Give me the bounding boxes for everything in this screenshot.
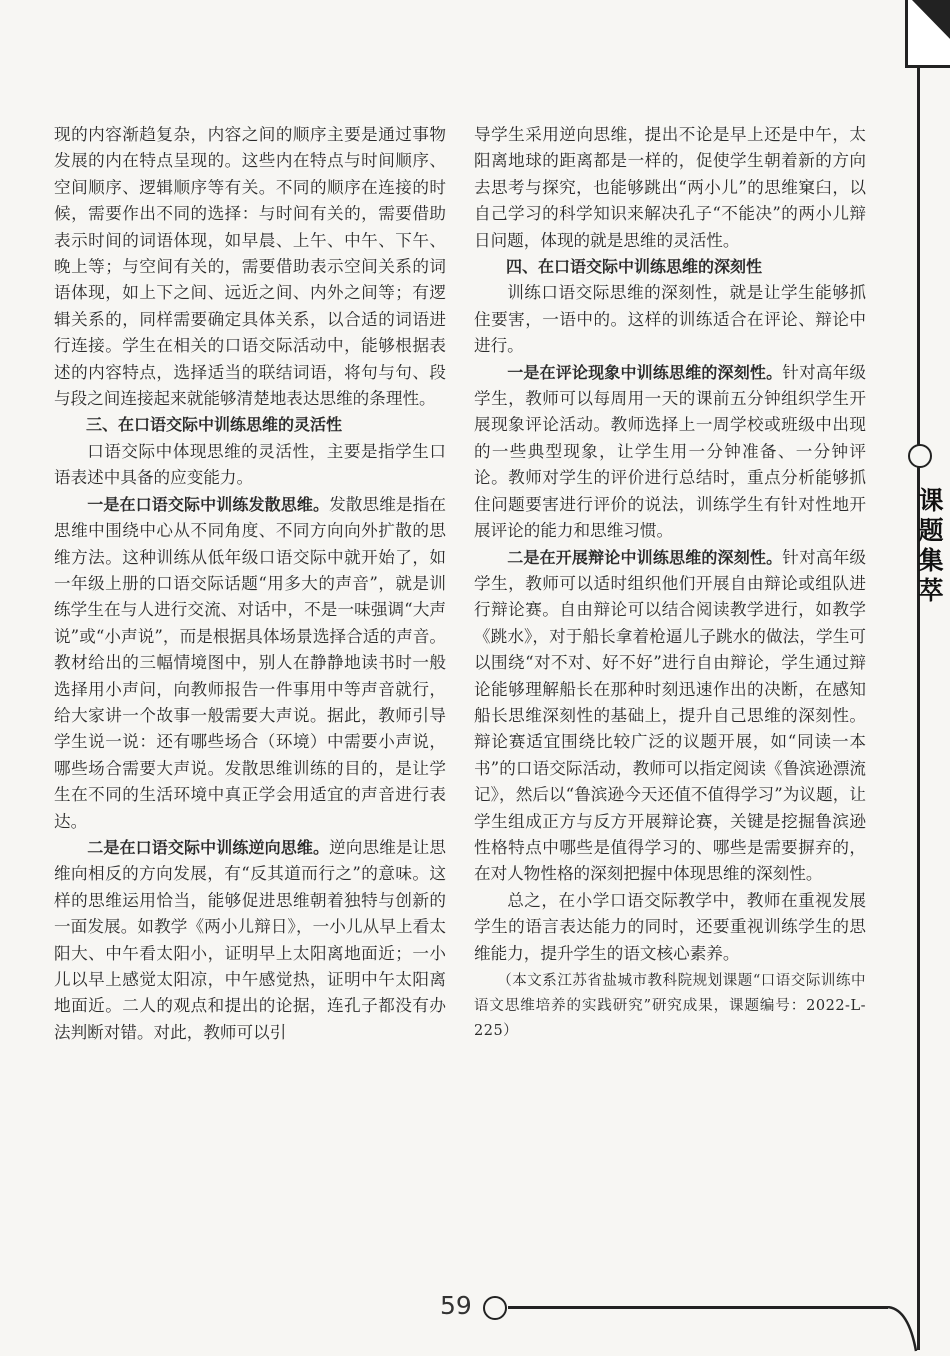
paragraph-text: 口语交际中体现思维的灵活性，主要是指学生口语表述中具备的应变能力。 [54,441,446,488]
paragraph [474,888,866,967]
paragraph-text: （本文系江苏省盐城市教科院规划课题“口语交际训练中语文思维培养的实践研究”研究成果，课题编号：2022-L-225） [474,973,866,1039]
right-column [474,122,866,1044]
footer-rule [508,1306,888,1309]
paragraph [54,835,446,1046]
section-tab-line [917,0,920,1350]
section-tab-char: 课 [918,486,944,515]
section-tab-circle [908,444,932,468]
paragraph [474,122,866,254]
corner-tab [905,0,950,68]
footnote [474,969,866,1044]
paragraph-text: 现的内容渐趋复杂，内容之间的顺序主要是通过事物发展的内在特点呈现的。这些内在特点与时间顺序、空间顺序、逻辑顺序等有关。不同的顺序在连接的时候，需要作出不同的选择：与时间有关的，需要借助表示时间的词语体现，如早晨、上午、中午、下午、晚上等；与空间有关的，需要借助表示空间关系的词语体现，如上下之间、远近之间、内外之间等；有逻辑关系的，同样需要确定具体关系，以合适的词语进行连接。学生在相关的口语交际活动中，能够根据表述的内容特点，选择适当的联结词语，将句与句、段与段之间连接起来就能够清楚地表达思维的条理性。 [54,125,446,409]
section-heading [474,254,866,280]
paragraph-text: 三、在口语交际中训练思维的灵活性 [86,415,343,435]
paragraph-text: 逆向思维是让思维向相反的方向发展，有“反其道而行之”的意味。这样的思维运用恰当，能够促进思维朝着独特与创新的一面发展。如教学《两小儿辩日》，一小儿从早上看太阳大、中午看太阳小，证明早上太阳离地面近；一小儿以早上感觉太阳凉，中午感觉热，证明中午太阳离地面近。二人的观点和提出的论据，连孔子都没有办法判断对错。对此，教师可以引 [54,837,446,1042]
lead-sentence: 二是在开展辩论中训练思维的深刻性。 [507,547,783,567]
paragraph-text: 发散思维是指在思维中围绕中心从不同角度、不同方向向外扩散的思维方法。这种训练从低年级口语交际中就开始了，如一年级上册的口语交际话题“用多大的声音”，就是训练学生在与人进行交流、对话中，不是一味强调“大声说”或“小声说”，而是根据具体场景选择合适的声音。教材给出的三幅情境图中，别人在静静地读书时一般选择用小声问，向教师报告一件事用中等声音就行，给大家讲一个故事一般需要大声说。据此，教师引导学生说一说：还有哪些场合（环境）中需要小声说，哪些场合需要大声说。发散思维训练的目的，是让学生在不同的生活环境中真正学会用适宜的声音进行表达。 [54,494,446,831]
section-tab-char: 集 [918,546,944,575]
paragraph-text: 四、在口语交际中训练思维的深刻性 [506,257,763,277]
paragraph-text: 总之，在小学口语交际教学中，教师在重视发展学生的语言表达能力的同时，还要重视训练学生的思维能力，提升学生的语文核心素养。 [474,890,866,963]
page-number: 59 [440,1291,472,1320]
paragraph-text: 导学生采用逆向思维，提出不论是早上还是中午，太阳离地球的距离都是一样的，促使学生朝着新的方向去思考与探究，也能够跳出“两小儿”的思维窠臼，以自己学习的科学知识来解决孔子“不能决”的两小儿辩日问题，体现的就是思维的灵活性。 [474,125,866,250]
footer-curve [886,1306,926,1356]
paragraph [54,122,446,412]
footer-circle [483,1296,507,1320]
section-tab-char: 萃 [918,576,944,605]
paragraph-text: 训练口语交际思维的深刻性，就是让学生能够抓住要害，一语中的。这样的训练适合在评论、辩论中进行。 [474,283,866,356]
section-heading [54,412,446,438]
paragraph [474,280,866,359]
left-column [54,122,446,1046]
paragraph-text: 针对高年级学生，教师可以适时组织他们开展自由辩论或组队进行辩论赛。自由辩论可以结合阅读教学进行，如教学《跳水》，对于船长拿着枪逼儿子跳水的做法，学生可以围绕“对不对、好不好”进行自由辩论，学生通过辩论能够理解船长在那种时刻迅速作出的决断，在感知船长思维深刻性的基础上，提升自己思维的深刻性。辩论赛适宜围绕比较广泛的议题开展，如“同读一本书”的口语交际活动，教师可以指定阅读《鲁滨逊漂流记》，然后以“鲁滨逊今天还值不值得学习”为议题，让学生组成正方与反方开展辩论赛，关键是挖掘鲁滨逊性格特点中哪些是值得学习的、哪些是需要摒弃的，在对人物性格的深刻把握中体现思维的深刻性。 [474,547,866,884]
paragraph [474,545,866,888]
paragraph [474,360,866,545]
section-tab-char: 题 [918,516,944,545]
section-tab-label [912,486,950,606]
corner-triangle-icon [908,0,950,68]
paragraph-text: 针对高年级学生，教师可以每周用一天的课前五分钟组织学生开展现象评论活动。教师选择上一周学校或班级中出现的一些典型现象，让学生用一分钟准备、一分钟评论。教师对学生的评价进行总结时，重点分析能够抓住问题要害进行评价的说法，训练学生有针对性地开展评论的能力和思维习惯。 [474,362,866,541]
paragraph [54,492,446,835]
paragraph [54,439,446,492]
lead-sentence: 二是在口语交际中训练逆向思维。 [87,837,330,857]
lead-sentence: 一是在口语交际中训练发散思维。 [87,494,330,514]
lead-sentence: 一是在评论现象中训练思维的深刻性。 [507,362,783,382]
